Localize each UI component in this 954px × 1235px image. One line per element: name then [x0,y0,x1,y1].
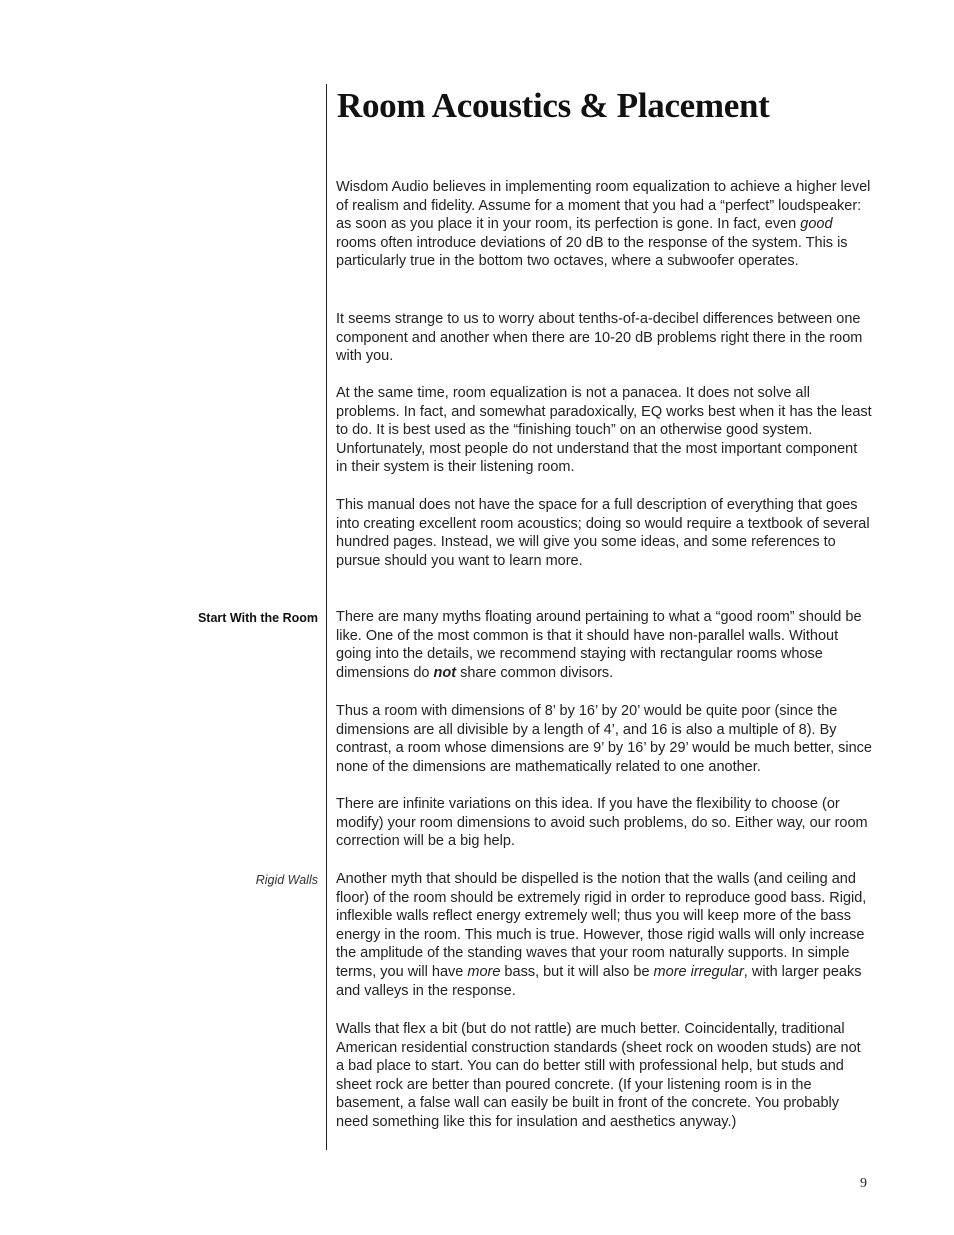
paragraph-flexing-walls: Walls that flex a bit (but do not rattle) are much better. Coincidentally, traditional American residential construction standards (sheet rock on wooden studs) are not a bad place to start. You can do better still with professional help, but studs and sheet rock are better than poured concrete. (If your listening room is in the basement, a false wall can easily be built in front of the concrete. You probably need something like this for insulation and aesthetics anyway.) [336,1021,861,1130]
paragraph-rigid-walls: Another myth that should be dispelled is the notion that the walls (and ceiling and floor) of the room should be extremely rigid in order to reproduce good bass. Rigid, inflexible walls reflect energy extremely well; thus you will keep more of the bass energy in the room. This much is true. However, those rigid walls will only increase the amplitude of the standing waves that your room naturally supports. In simple terms, you will have more bass, but it will also be more irregular, with larger peaks and valleys in the response. [336,871,867,999]
paragraph-myths: There are many myths floating around pertaining to what a “good room” should be like. One of the most common is that it should have non-parallel walls. Without going into the details, we recommend staying with rectangular rooms whose dimensions do not share common divisors. [336,609,862,681]
paragraph-intro: Wisdom Audio believes in implementing room equalization to achieve a higher level of realism and fidelity. Assume for a moment that you had a “perfect” loudspeaker: as soon as you place it in your room, its perfection is gone. In fact, even good rooms often introduce deviations of 20 dB to the response of the system. This is particularly true in the bottom two octaves, where a subwoofer operates. [336,179,871,270]
sidebar-heading-rigid-walls: Rigid Walls [255,873,318,887]
paragraph-decibel: It seems strange to us to worry about tenths-of-a-decibel differences between one component and another when there are 10-20 dB problems right there in the room with you. [336,311,863,365]
page-title: Room Acoustics & Placement [337,86,770,125]
page-number: 9 [860,1176,867,1191]
sidebar-heading-start-with-room: Start With the Room [197,611,318,625]
vertical-rule [326,84,327,1150]
paragraph-variations: There are infinite variations on this idea. If you have the flexibility to choose (or modify) your room dimensions to avoid such problems, do so. Either way, our room correction will be a big help. [336,796,868,850]
paragraph-manual-space: This manual does not have the space for a full description of everything that goes into creating excellent room acoustics; doing so would require a textbook of several hundred pages. Instead, we will give you some ideas, and some references to pursue should you want to learn more. [336,497,870,569]
paragraph-panacea: At the same time, room equalization is not a panacea. It does not solve all problems. In fact, and somewhat paradoxically, EQ works best when it has the least to do. It is best used as the “finishing touch” on an otherwise good system. Unfortunately, most people do not understand that the most important component in their system is their listening room. [336,385,872,476]
paragraph-dimensions: Thus a room with dimensions of 8’ by 16’ by 20’ would be quite poor (since the dimensions are all divisible by a length of 4’, and 16 is also a multiple of 8). By contrast, a room whose dimensions are 9’ by 16’ by 29’ would be much better, since none of the dimensions are mathematically related to one another. [336,703,872,775]
